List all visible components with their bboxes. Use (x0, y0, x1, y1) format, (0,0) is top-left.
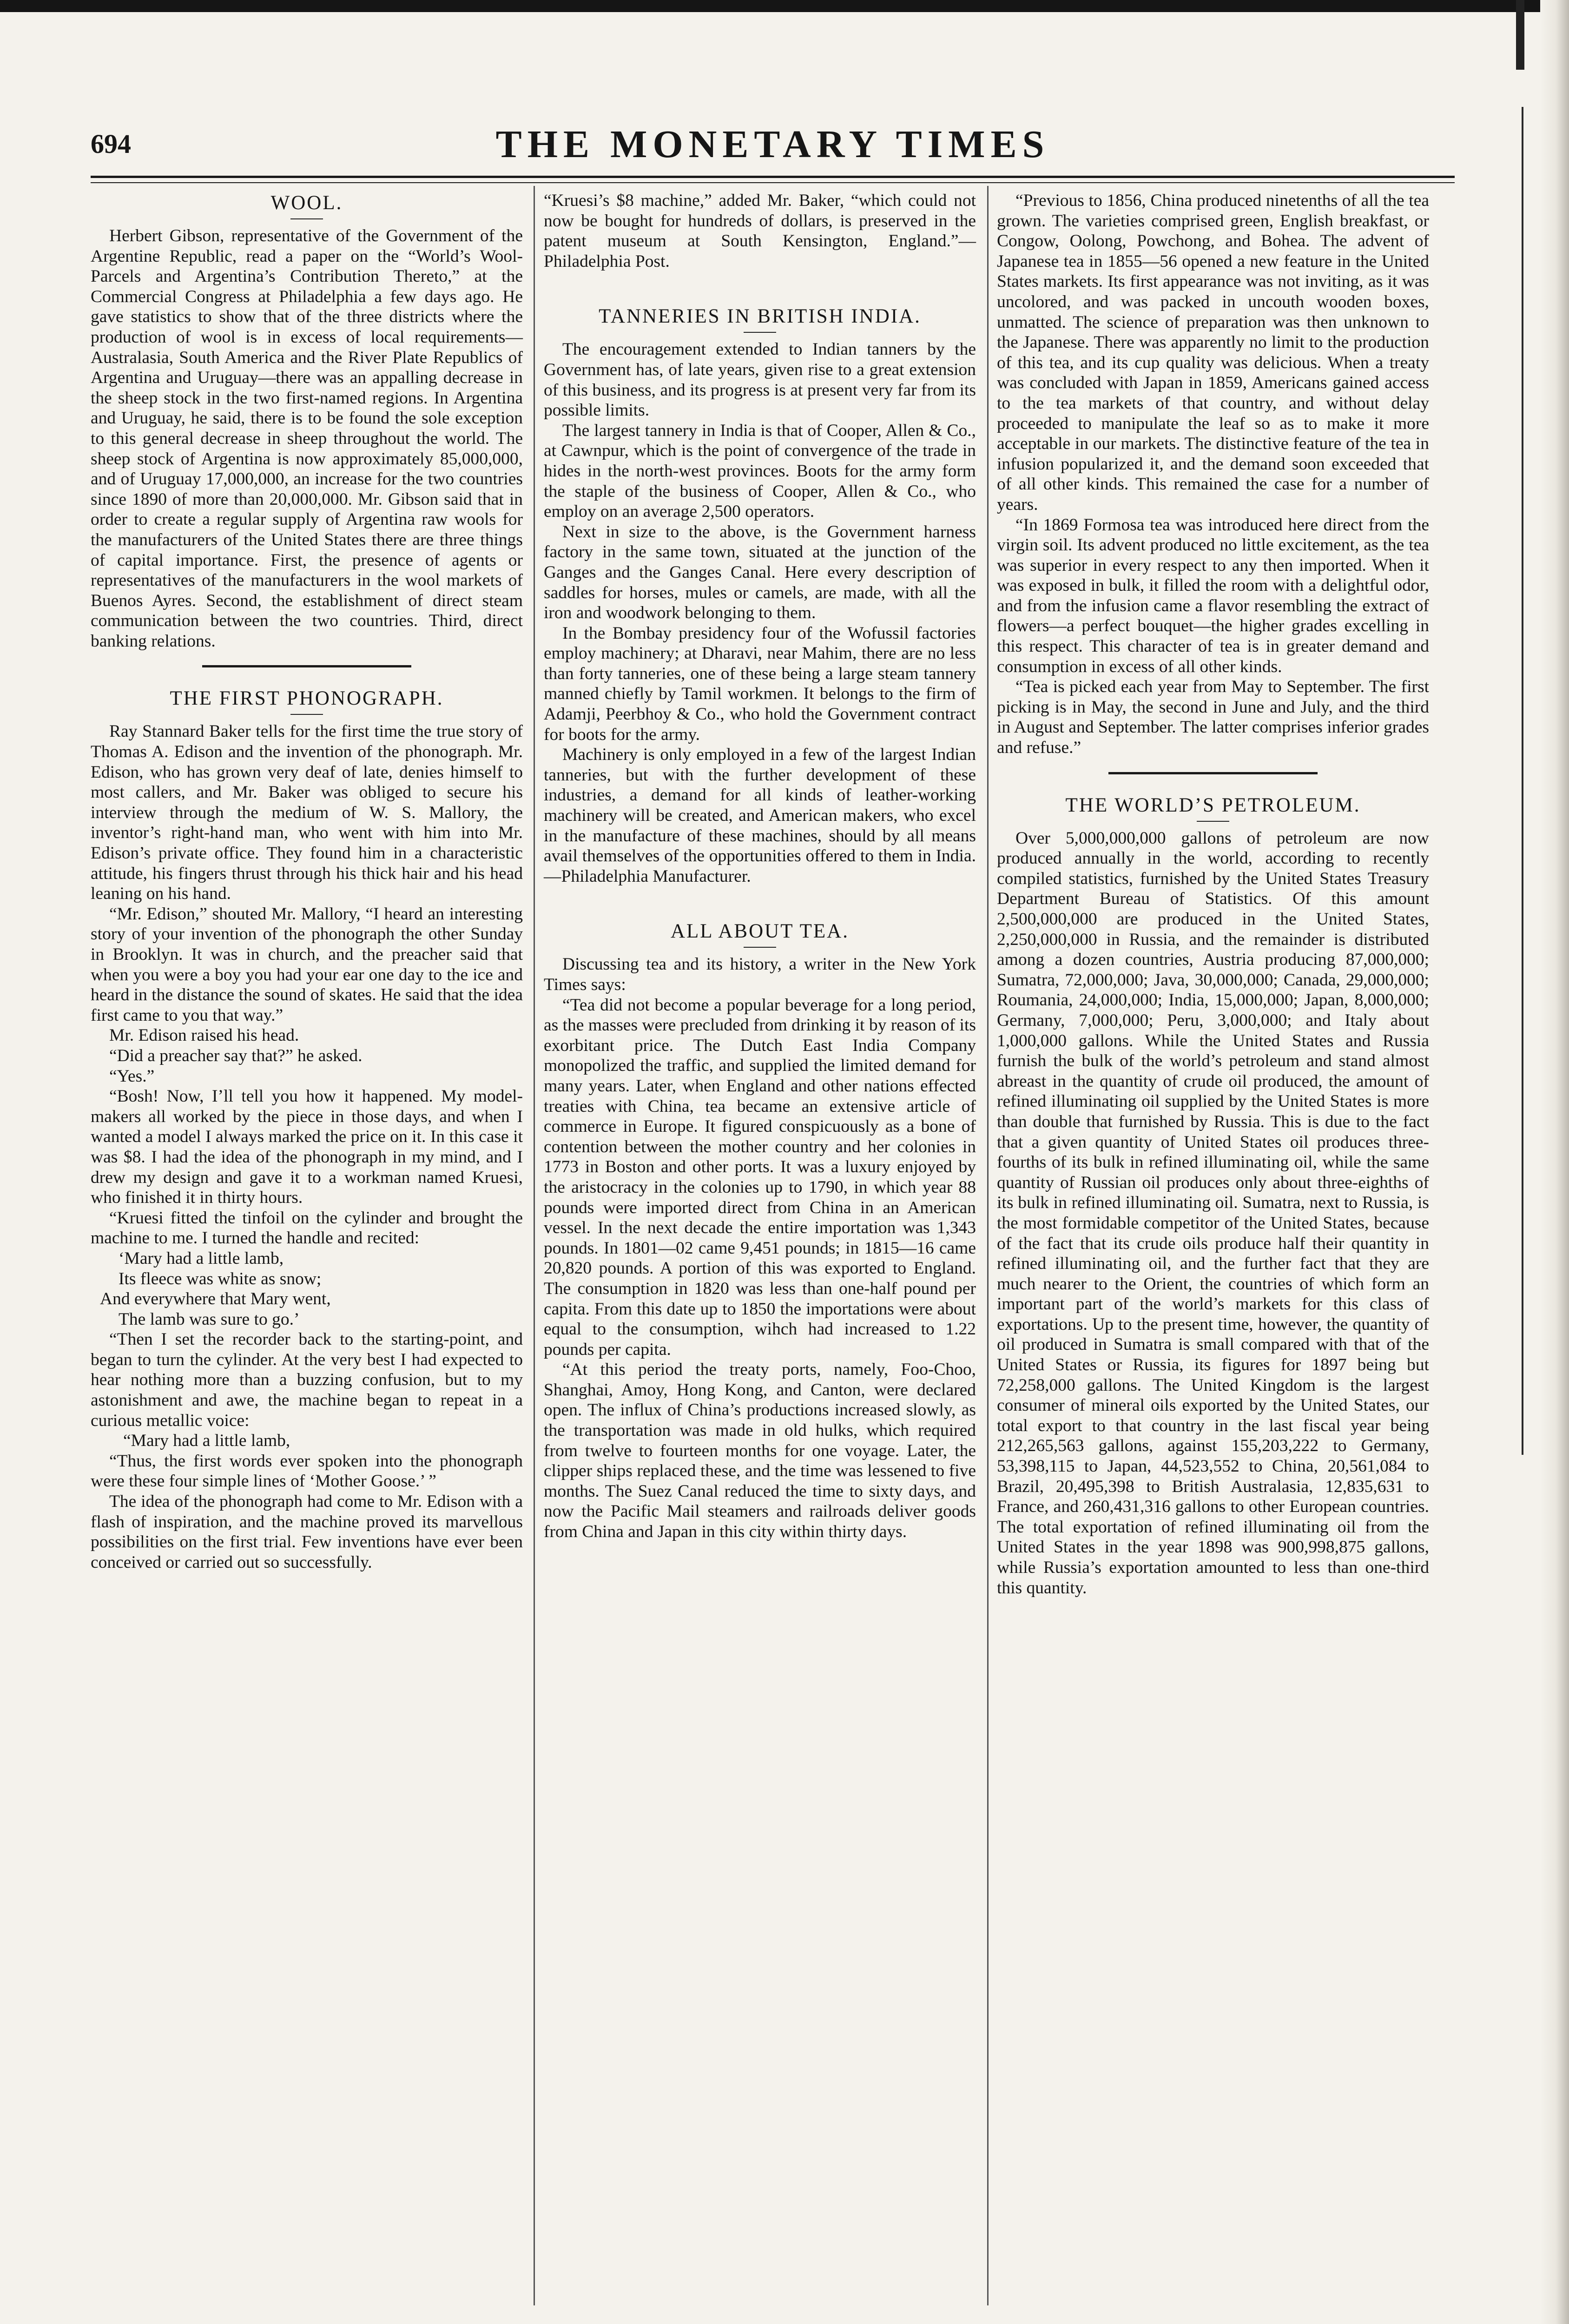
spacer (544, 886, 976, 919)
tanneries-paragraph: Machinery is only employed in a few of the largest Indian tanneries, but with the further development of these industries, a demand for all kinds of leather-working machinery will be created, and American makers, who excel in the manufacture of these machines, should by all means avail themselves of the opportunities offered to them in India.—Philadelphia Manufacturer. (544, 745, 976, 886)
phonograph-paragraph: “Mary had a little lamb, (123, 1431, 290, 1451)
phonograph-paragraph: “Bosh! Now, I’ll tell you how it happened. My model-makers all worked by the piece in those days, and when I wanted a model I always marked the price on it. In this case it was $8. I had the idea of the phonograph in my mind, and I drew my design and gave it to a workman named Kruesi, who finished it in thirty hours. (91, 1087, 523, 1208)
page-number: 694 (91, 129, 131, 159)
title-dash (744, 332, 776, 333)
article-tea (544, 919, 976, 1542)
wool-paragraph: Herbert Gibson, representative of the Government of the Argentine Republic, read a paper on the “World’s Wool-Parcels and Argentina’s Contribution Thereto,” at the Commercial Congress at Philadelphia a few days ago. He gave statistics to show that of the three districts where the production of wool is in excess of local requirements—Australasia, South America and the River Plate Republics of Argentina and Uruguay—there was an appalling decrease in the sheep stock in the two first-named regions. In Argentina and Uruguay, he said, there is to be found the sole exception to this general decrease in sheep throughout the world. The sheep stock of Argentina is now approximately 85,000,000, and of Uruguay 17,000,000, an increase for the two countries since 1890 of more than 20,000,000. Mr. Gibson said that in order to create a regular supply of Argentina raw wools for the manufacturers of the United States there are three things of capital importance. First, the presence of agents or representatives of the manufacturers in the wool markets of Buenos Ayres. Second, the establishment of direct steam communication between the two countries. Third, direct banking relations. (91, 226, 523, 651)
article-title-tea: ALL ABOUT TEA. (670, 920, 849, 943)
header-rule-thick (91, 176, 1455, 178)
phonograph-paragraph-end: “Kruesi’s $8 machine,” added Mr. Baker, “which could not now be bought for hundreds of dollars, is preserved in the patent museum at South Kensington, England.”—Philadelphia Post. (544, 191, 976, 271)
phonograph-paragraph: The idea of the phonograph had come to Mr. Edison with a flash of inspiration, and the machine proved its marvellous possibilities on the first trial. Few inventions have ever been conceived or carried out so successfully. (91, 1492, 523, 1572)
column-divider-2 (987, 186, 989, 2305)
page-edge-shadow (1540, 0, 1569, 2324)
tanneries-paragraph: Next in size to the above, is the Government harness factory in the same town, situated at the junction of the Ganges and the Ganges Canal. Here every description of saddles for horses, mules or camels, are made, with all the iron and woodwork belonging to them. (544, 522, 976, 623)
article-phonograph (91, 686, 523, 1572)
top-edge-bar (0, 0, 1569, 12)
phonograph-paragraph: “Did a preacher say that?” he asked. (109, 1046, 363, 1065)
tea-paragraph: “At this period the treaty ports, namely, Foo-Choo, Shanghai, Amoy, Hong Kong, and Canton, were declared open. The influx of China’s productions increased slowly, as the transportation was made in old hulks, which required from twelve to fourteen months for one voyage. Later, the clipper ships replaced these, and the time was lessened to five months. The Suez Canal reduced the time to sixty days, and now the Pacific Mail steamers and railroads deliver goods from China and Japan in this city within thirty days. (544, 1360, 976, 1542)
phonograph-paragraph: Ray Stannard Baker tells for the first time the true story of Thomas A. Edison and the invention of the phonograph. Mr. Edison, who has grown very deaf of late, denies himself to most callers, and Mr. Baker was obliged to secure his interview through the medium of W. S. Mallory, the inventor’s right-hand man, who went with him into Mr. Edison’s private office. They found him in a characteristic attitude, his fingers thrust through his thick hair and his head leaning on his hand. (91, 722, 523, 904)
tea-paragraph: “In 1869 Formosa tea was introduced here direct from the virgin soil. Its advent produced no little excitement, as the tea was superior in every respect to any then imported. When it was exposed in bulk, it filled the room with a delightful odor, and from the infusion came a flavor resembling the extract of flowers—a perfect bouquet—the higher grades excelling in this respect. This character of tea is in greater demand and consumption in excess of all other kinds. (997, 515, 1429, 676)
column-divider-1 (534, 186, 535, 2305)
phonograph-verse (91, 1248, 523, 1329)
phonograph-paragraph: Mr. Edison raised his head. (109, 1026, 299, 1045)
article-title-phonograph: THE FIRST PHONOGRAPH. (170, 687, 444, 710)
article-title-wool: WOOL. (270, 192, 343, 214)
title-dash (290, 218, 323, 219)
verse-line: And everywhere that Mary went, (100, 1289, 331, 1309)
binding-mark (1516, 0, 1524, 70)
verse-line: Its fleece was white as snow; (119, 1269, 322, 1288)
phonograph-paragraph: “Mr. Edison,” shouted Mr. Mallory, “I heard an interesting story of your invention of the phonograph the other Sunday in Brooklyn. It was in church, and the preacher said that when you were a boy you had your ear one day to the ice and heard in the distance the sound of skates. He said that the idea first came to you that way.” (91, 904, 523, 1025)
page-header (91, 122, 1455, 173)
article-separator (1108, 772, 1318, 774)
article-title-petroleum: THE WORLD’S PETROLEUM. (1065, 794, 1361, 816)
article-petroleum (997, 793, 1429, 1598)
phonograph-paragraph: “Thus, the first words ever spoken into the phonograph were these four simple lines of ‘Mother Goose.’ ” (91, 1451, 523, 1491)
phonograph-paragraph: “Yes.” (109, 1066, 155, 1086)
article-tanneries (544, 304, 976, 886)
column-1 (91, 191, 523, 1572)
article-title-tanneries: TANNERIES IN BRITISH INDIA. (599, 305, 921, 328)
binding-line (1522, 107, 1523, 1455)
tea-paragraph: “Previous to 1856, China produced ninetenths of all the tea grown. The varieties comprised green, English breakfast, or Congow, Oolong, Powchong, and Bohea. The advent of Japanese tea in 1855—56 opened a new feature in the United States markets. Its first appearance was not inviting, as it was uncolored, and was packed in uncouth wooden boxes, unmatted. The science of preparation was then unknown to the Japanese. There was apparently no limit to the production of this tea, and its cup quality was delicious. When a treaty was concluded with Japan in 1859, Americans gained access to the tea markets of that country, and without delay proceeded to manipulate the leaf so as to make it more acceptable in our markets. The distinctive feature of the tea in infusion popularized it, and the demand soon exceeded that of all other kinds. This remained the case for a number of years. (997, 191, 1429, 514)
tanneries-paragraph: In the Bombay presidency four of the Wofussil factories employ machinery; at Dharavi, near Mahim, there are no less than forty tanneries, one of these being a large steam tannery manned chiefly by Tamil workmen. It belongs to the firm of Adamji, Peerbhoy & Co., who hold the Government contract for boots for the army. (544, 623, 976, 744)
tea-paragraph: “Tea did not become a popular beverage for a long period, as the masses were precluded from drinking it by reason of its exorbitant price. The Dutch East India Company monopolized the traffic, and supplied the limited demand for many years. Later, when England and other nations effected treaties with China, tea became an extensive article of commerce in Europe. It figured conspicuously as a bone of contention between the mother country and her colonies in 1773 in Boston and other ports. It was a luxury enjoyed by the aristocracy in the colonies up to 1790, in which year 88 pounds were imported direct from China in an American vessel. In the next decade the entire importation was 1,343 pounds. In 1801—02 came 9,451 pounds; in 1815—16 came 20,820 pounds. A portion of this was exported to England. The consumption in 1820 was less than one-half pound per capita. From this date up to 1850 the importations were about equal to the consumption, wihch had increased to 1.22 pounds per capita. (544, 995, 976, 1359)
column-2 (544, 191, 976, 1542)
masthead-title: THE MONETARY TIMES (495, 123, 1050, 166)
article-separator (202, 665, 411, 667)
tea-paragraph: “Tea is picked each year from May to September. The first picking is in May, the second in June and July, and the third in August and September. The latter comprises inferior grades and refuse.” (997, 677, 1429, 758)
verse-line: ‘Mary had a little lamb, (119, 1248, 284, 1268)
article-wool (91, 191, 523, 651)
tanneries-paragraph: The largest tannery in India is that of Cooper, Allen & Co., at Cawnpur, which is the point of convergence of the trade in hides in the north-west provinces. Boots for the army form the staple of the business of Cooper, Allen & Co., who employ on an average 2,500 operators. (544, 421, 976, 522)
spacer (544, 271, 976, 304)
tanneries-paragraph: The encouragement extended to Indian tanners by the Government has, of late years, given rise to a great extension of this business, and its progress is at present very far from its possible limits. (544, 340, 976, 420)
verse-line: The lamb was sure to go.’ (119, 1309, 300, 1329)
title-dash (744, 947, 776, 948)
column-3 (997, 191, 1429, 1598)
phonograph-paragraph: “Kruesi fitted the tinfoil on the cylinder and brought the machine to me. I turned the handle and recited: (91, 1208, 523, 1248)
phonograph-paragraph: “Then I set the recorder back to the starting-point, and began to turn the cylinder. At the very best I had expected to hear nothing more than a buzzing confusion, but to my astonishment and awe, the machine began to repeat in a curious metallic voice: (91, 1330, 523, 1430)
tea-paragraph: Discussing tea and its history, a writer in the New York Times says: (544, 955, 976, 994)
header-rule-thin (91, 182, 1455, 183)
title-dash (1197, 821, 1229, 822)
petroleum-paragraph: Over 5,000,000,000 gallons of petroleum are now produced annually in the world, according to recently compiled statistics, furnished by the United States Treasury Department Bureau of Statistics. Of this amount 2,500,000,000 are produced in the United States, 2,250,000,000 in Russia, and the remainder is distributed among a dozen countries, Austria producing 87,000,000; Sumatra, 72,000,000; Java, 30,000,000; Canada, 29,000,000; Roumania, 24,000,000; India, 15,000,000; Japan, 8,000,000; Germany, 7,000,000; Peru, 3,000,000; and Italy about 1,000,000 gallons. While the United States and Russia furnish the bulk of the world’s petroleum and stand almost abreast in the quantity of crude oil produced, the amount of refined illuminating oil supplied by the United States is more than double that furnished by Russia. This is due to the fact that a given quantity of United States oil produces three-fourths of its bulk in refined illuminating oil, while the same quantity of Russian oil produces only about three-eighths of its bulk in refined illuminating oil. Sumatra, next to Russia, is the most formidable competitor of the United States, because of the fact that its crude oils produce half their quantity in refined illuminating oil, and the further fact that they are much nearer to the Orient, the countries of which form an important part of the world’s markets for this class of exportations. Up to the present time, however, the quantity of oil produced in Sumatra is small compared with that of the United States or Russia, its figures for 1897 being but 72,258,000 gallons. The United Kingdom is the largest consumer of mineral oils exported by the United States, our total export to that country in the last fiscal year being 212,265,563 gallons, against 155,203,222 to Germany, 53,398,115 to Japan, 44,523,552 to China, 20,561,084 to Brazil, 20,495,398 to British Australasia, 12,835,631 to France, and 260,431,316 gallons to other European countries. The total exportation of refined illuminating oil from the United States in the year 1898 was 900,998,875 gallons, while Russia’s exportation amounted to less than one-third this quantity. (997, 828, 1429, 1598)
title-dash (290, 714, 323, 715)
